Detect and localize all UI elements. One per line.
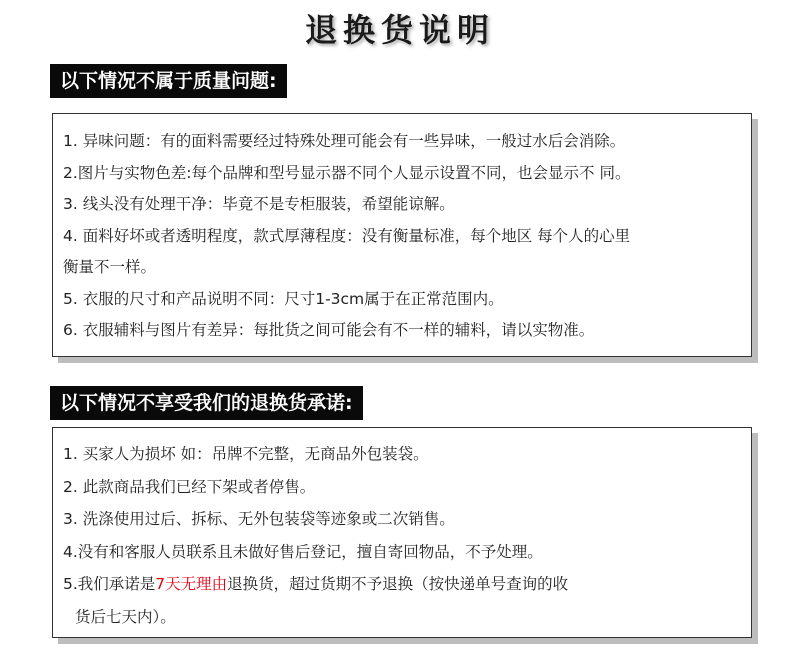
list-item: 5. 衣服的尺寸和产品说明不同：尺寸1-3cm属于在正常范围内。 [63, 289, 504, 308]
quality-issues-box [52, 113, 752, 357]
promise-continuation: 货后七天内）。 [75, 607, 176, 626]
list-item: 1. 买家人为损坏 如：吊牌不完整，无商品外包装袋。 [63, 445, 429, 463]
list-item-continuation: 衡量不一样。 [63, 258, 157, 276]
list-item-promise [63, 568, 739, 601]
list-item: 2. 此款商品我们已经下架或者停售。 [63, 477, 316, 496]
list-item: 4. 面料好坏或者透明程度，款式厚薄程度：没有衡量标准，每个地区 每个人的心里 [63, 226, 631, 245]
section-heading-quality: 以下情况不属于质量问题: [50, 64, 287, 98]
list-item: 3. 线头没有处理干净：毕竟不是专柜服装，希望能谅解。 [63, 195, 455, 213]
list-item: 3. 洗涤使用过后、拆标、无外包装袋等迹象或二次销售。 [63, 510, 455, 528]
section-heading-exclusions: 以下情况不享受我们的退换货承诺: [50, 386, 363, 420]
promise-prefix: 5.我们承诺是 [63, 575, 156, 593]
promise-highlight: 7天无理由 [155, 575, 228, 593]
list-item: 4.没有和客服人员联系且未做好售后登记，擅自寄回物品，不予处理。 [63, 542, 543, 561]
list-item-continuation [63, 601, 739, 634]
list-item: 1. 异味问题：有的面料需要经过特殊处理可能会有一些异味，一般过水后会消除。 [63, 132, 626, 150]
exclusions-box [52, 427, 752, 638]
list-item: 6. 衣服辅料与图片有差异：每批货之间可能会有不一样的辅料，请以实物准。 [63, 321, 595, 339]
page-title: 退换货说明 [304, 11, 495, 49]
promise-suffix: 退换货，超过货期不予退换（按快递单号查询的收 [227, 575, 569, 593]
list-item: 2.图片与实物色差:每个品牌和型号显示器不同个人显示设置不同，也会显示不 同。 [63, 163, 631, 182]
